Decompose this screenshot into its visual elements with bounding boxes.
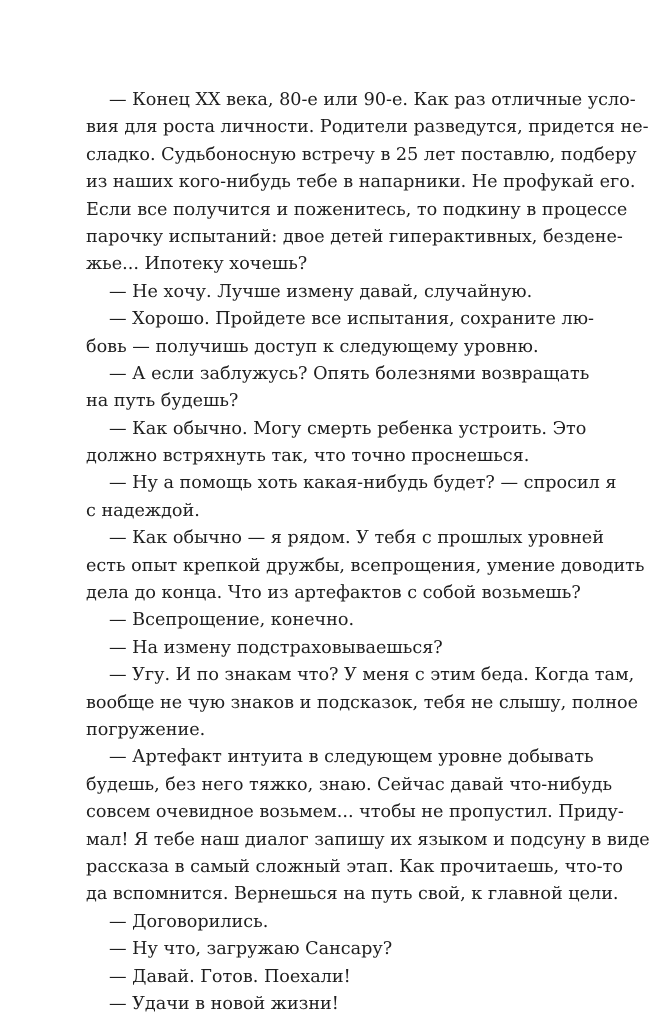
text-line: Если все получится и поженитесь, то подкину в процессе	[86, 199, 628, 220]
text-line: вообще не чую знаков и подсказок, тебя не слышу, полное	[86, 692, 639, 713]
text-line: из наших кого-нибудь тебе в напарники. Не профукай его.	[86, 172, 636, 193]
text-line: есть опыт крепкой дружбы, всепрощения, умение доводить	[86, 555, 645, 576]
text-line: — Артефакт интуита в следующем уровне добывать	[109, 747, 594, 768]
text-line: — Ну что, загружаю Сансару?	[109, 939, 393, 960]
text-line: мал! Я тебе наш диалог запишу их языком и подсуну в виде	[86, 829, 650, 850]
text-line: погружение.	[86, 719, 206, 740]
text-line: дела до конца. Что из артефактов с собой возьмешь?	[86, 583, 581, 604]
text-line: да вспомнится. Вернешься на путь свой, к главной цели.	[86, 884, 619, 905]
text-line: на путь будешь?	[86, 391, 239, 412]
text-line: — Как обычно — я рядом. У тебя с прошлых уровней	[109, 528, 604, 549]
text-line: парочку испытаний: двое детей гиперактивных, безденe-	[86, 226, 623, 247]
text-line: — Конец XX века, 80-е или 90-е. Как раз отличные усло-	[109, 90, 636, 110]
text-line: вия для роста личности. Родители разведутся, придется не-	[86, 117, 649, 138]
text-line: должно встряхнуть так, что точно проснешься.	[86, 446, 530, 467]
text-line: — Угу. И по знакам что? У меня с этим беда. Когда там,	[109, 665, 635, 686]
text-line: совсем очевидное возьмем... чтобы не пропустил. Приду-	[86, 802, 624, 823]
text-line: — Давай. Готов. Поехали!	[109, 966, 351, 987]
text-line: — Как обычно. Могу смерть ребенка устроить. Это	[109, 418, 587, 439]
text-line: — Договорились.	[109, 911, 269, 932]
text-line: — Удачи в новой жизни!	[109, 993, 339, 1014]
text-line: — А если заблужусь? Опять болезнями возвращать	[109, 363, 590, 384]
text-line: сладко. Судьбоносную встречу в 25 лет поставлю, подберу	[86, 144, 637, 165]
text-line: — Не хочу. Лучше измену давай, случайную.	[109, 281, 533, 302]
text-line: бовь — получишь доступ к следующему уровню.	[86, 336, 539, 357]
text-line: — Ну а помощь хоть какая-нибудь будет? — спросил я	[109, 473, 617, 494]
text-line: — На измену подстраховываешься?	[109, 637, 443, 658]
book-page-text	[86, 87, 650, 1018]
text-line: рассказа в самый сложный этап. Как прочитаешь, что-то	[86, 856, 623, 877]
text-line: будешь, без него тяжко, знаю. Сейчас давай что-нибудь	[86, 774, 613, 795]
text-line: с надеждой.	[86, 500, 200, 521]
text-line: — Всепрощение, конечно.	[109, 610, 355, 631]
text-line: — Хорошо. Пройдете все испытания, сохраните лю-	[109, 309, 594, 330]
text-line: жье... Ипотеку хочешь?	[86, 254, 308, 275]
